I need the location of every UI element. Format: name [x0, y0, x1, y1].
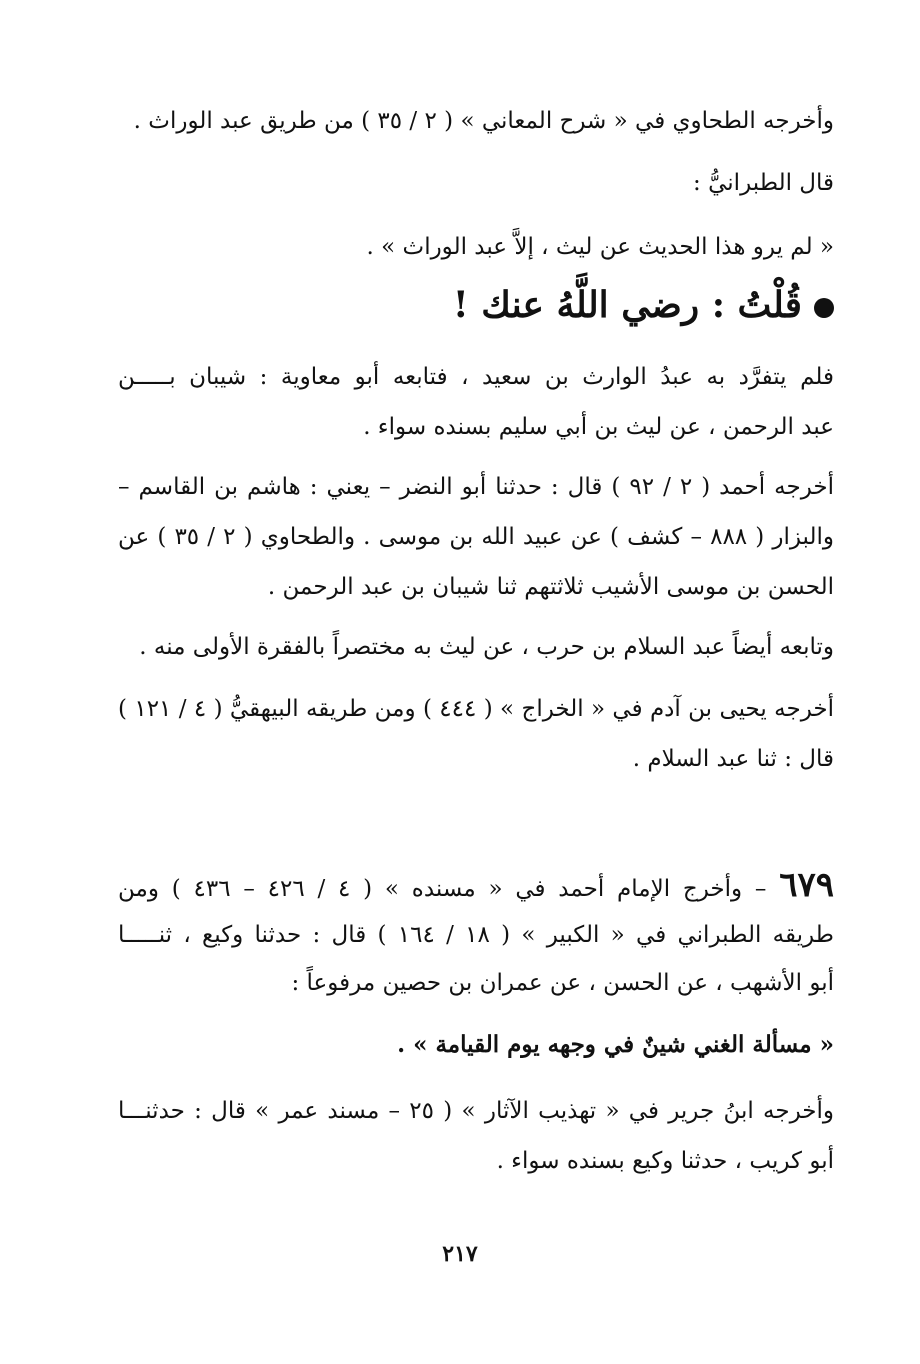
text-line-8: والبزار ( ٨٨٨ – كشف ) عن عبيد الله بن موسى . والطحاوي ( ٢ / ٣٥ ) عن: [118, 524, 834, 550]
text-line-11: أخرجه يحيى بن آدم في « الخراج » ( ٤٤٤ ) ومن طريقه البيهقيُّ ( ٤ / ١٢١ ): [118, 696, 834, 722]
text-line-15: أبو الأشهب ، عن الحسن ، عن عمران بن حصين مرفوعاً :: [291, 970, 834, 996]
text-line-6: عبد الرحمن ، عن ليث بن أبي سليم بسنده سواء .: [363, 414, 834, 440]
text-line-10: وتابعه أيضاً عبد السلام بن حرب ، عن ليث به مختصراً بالفقرة الأولى منه .: [139, 634, 834, 660]
text-line-16: « مسألة الغني شينٌ في وجهه يوم القيامة » .: [397, 1031, 834, 1058]
hadith-number: ٦٧٩: [779, 865, 835, 905]
section-heading: [380, 280, 834, 330]
text-line-9: الحسن بن موسى الأشيب ثلاثتهم ثنا شيبان بن عبد الرحمن .: [267, 574, 834, 600]
text-line-2: قال الطبرانيُّ :: [693, 170, 834, 196]
text-line-17: وأخرجه ابنُ جرير في « تهذيب الآثار » ( ٢٥ – مسند عمر » قال : حدثنـــا: [118, 1098, 834, 1124]
text-line-18: أبو كريب ، حدثنا وكيع بسنده سواء .: [496, 1148, 834, 1174]
text-line-5: فلم يتفرَّد به عبدُ الوارث بن سعيد ، فتابعه أبو معاوية : شيبان بـــــن: [118, 364, 834, 390]
text-line-12: قال : ثنا عبد السلام .: [632, 746, 834, 772]
text-line-14: طريقه الطبراني في « الكبير » ( ١٨ / ١٦٤ ) قال : حدثنا وكيع ، ثنـــــا: [118, 922, 834, 948]
text-line-13: [118, 865, 835, 906]
text-line-1: وأخرجه الطحاوي في « شرح المعاني » ( ٢ / ٣٥ ) من طريق عبد الوراث .: [133, 108, 834, 134]
bullet-icon: [814, 298, 834, 318]
text-line-3: « لم يرو هذا الحديث عن ليث ، إلاَّ عبد الوراث » .: [366, 234, 834, 260]
text-line-13-body: – وأخرج الإمام أحمد في « مسنده » ( ٤ / ٤٢٦ – ٤٣٦ ) ومن: [118, 876, 780, 902]
page-number: ٢١٧: [442, 1241, 478, 1267]
heading-text: قُلْتُ : رضي اللَّهُ عنك !: [452, 284, 802, 326]
text-line-7: أخرجه أحمد ( ٢ / ٩٢ ) قال : حدثنا أبو النضر – يعني : هاشم بن القاسم –: [118, 474, 835, 500]
